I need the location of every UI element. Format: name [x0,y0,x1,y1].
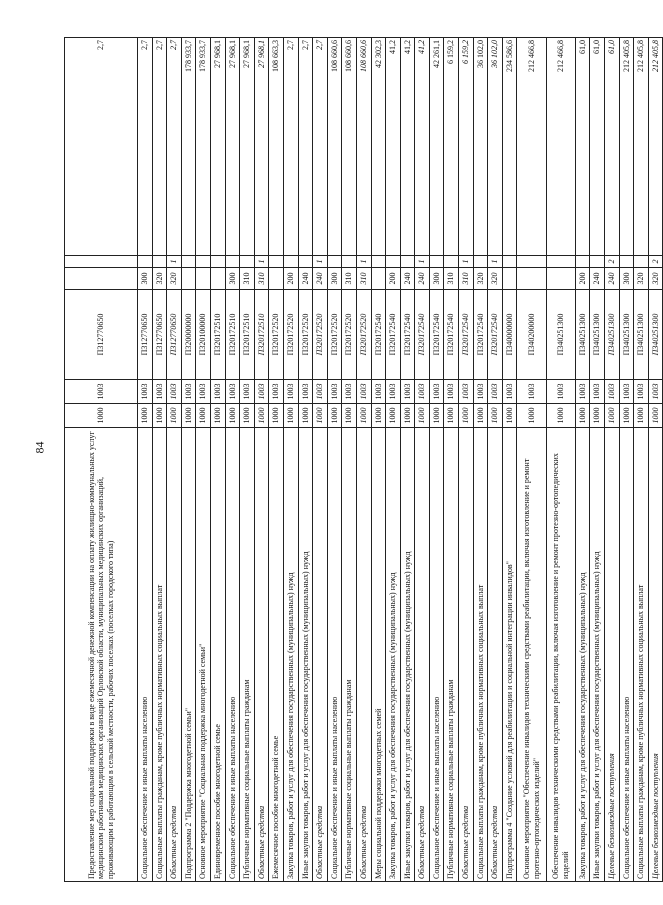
section-code-cell: 1000 [575,404,590,428]
table-row [313,38,328,882]
amount-cell: 212 405,8 [648,38,663,256]
amount-cell: 27 968,1 [240,38,255,256]
section-code-cell: 1000 [152,404,167,428]
amount-cell: 212 405,8 [619,38,634,256]
amount-cell: 42 261,1 [429,38,444,256]
table-row [415,38,430,882]
target-article-cell: П320100000 [196,290,211,380]
table-row [444,38,459,882]
target-article-cell: П340000000 [502,290,517,380]
page-number: 84 [32,441,47,454]
amount-cell: 41,2 [386,38,401,256]
subsection-code-cell: 1003 [488,380,503,404]
row-name-cell: Социальное обеспечение и иные выплаты населению [619,428,634,882]
table-row [619,38,634,882]
source-code-cell [342,256,357,268]
expense-type-cell [269,268,284,290]
subsection-code-cell: 1003 [575,380,590,404]
amount-cell: 61,0 [590,38,605,256]
amount-cell: 27 968,1 [254,38,269,256]
amount-cell: 6 159,2 [459,38,474,256]
section-code-cell: 1000 [473,404,488,428]
target-article-cell: П340251300 [590,290,605,380]
table-row [400,38,415,882]
subsection-code-cell: 1003 [371,380,386,404]
table-row [298,38,313,882]
table-row [167,38,182,882]
section-code-cell: 1000 [546,404,575,428]
section-code-cell: 1000 [459,404,474,428]
table-row [342,38,357,882]
expense-type-cell: 320 [473,268,488,290]
subsection-code-cell: 1003 [605,380,620,404]
table-row [65,38,138,882]
source-code-cell [502,256,517,268]
amount-cell: 2,7 [152,38,167,256]
table-row [371,38,386,882]
subsection-code-cell: 1003 [634,380,649,404]
table-row [181,38,196,882]
section-code-cell: 1000 [342,404,357,428]
expense-type-cell: 310 [356,268,371,290]
amount-cell: 108 660,6 [356,38,371,256]
row-name-cell: Ежемесячное пособие многодетной семье [269,428,284,882]
subsection-code-cell: 1003 [65,380,138,404]
expense-type-cell: 320 [634,268,649,290]
subsection-code-cell: 1003 [167,380,182,404]
source-code-cell [575,256,590,268]
subsection-code-cell: 1003 [546,380,575,404]
row-name-cell: Областные средства [254,428,269,882]
section-code-cell: 1000 [605,404,620,428]
amount-cell: 41,2 [415,38,430,256]
target-article-cell: П320172520 [313,290,328,380]
section-code-cell: 1000 [283,404,298,428]
amount-cell: 36 102,0 [488,38,503,256]
amount-cell: 234 586,6 [502,38,517,256]
table-row [517,38,546,882]
expense-type-cell: 200 [283,268,298,290]
subsection-code-cell: 1003 [502,380,517,404]
amount-cell: 108 660,6 [327,38,342,256]
row-name-cell: Предоставление мер социальной поддержки в виде ежемесячной денежной компенсации на оплату жилищно-коммунальных услуг медицинским работникам медицинских организаций Орловской области, муниципальных медицинских организаций, проживающим и работающим в сельской местности, рабочих поселках (поселках городского типа) [65,428,138,882]
source-code-cell: 1 [356,256,371,268]
source-code-cell [517,256,546,268]
section-code-cell: 1000 [371,404,386,428]
target-article-cell: П340251300 [605,290,620,380]
expense-type-cell: 240 [590,268,605,290]
source-code-cell: 1 [488,256,503,268]
subsection-code-cell: 1003 [313,380,328,404]
amount-cell: 2,7 [298,38,313,256]
row-name-cell: Областные средства [167,428,182,882]
row-name-cell: Закупка товаров, работ и услуг для обеспечения государственных (муниципальных) нужд [283,428,298,882]
source-code-cell [269,256,284,268]
section-code-cell: 1000 [254,404,269,428]
amount-cell: 178 933,7 [196,38,211,256]
expense-type-cell: 310 [342,268,357,290]
table-row [546,38,575,882]
expense-type-cell: 200 [386,268,401,290]
expense-type-cell: 310 [240,268,255,290]
subsection-code-cell: 1003 [240,380,255,404]
expense-type-cell: 300 [225,268,240,290]
expense-type-cell [65,268,138,290]
target-article-cell: П312770650 [167,290,182,380]
source-code-cell [429,256,444,268]
source-code-cell [386,256,401,268]
amount-cell: 6 159,2 [444,38,459,256]
source-code-cell: 2 [605,256,620,268]
table-row [283,38,298,882]
source-code-cell [634,256,649,268]
subsection-code-cell: 1003 [181,380,196,404]
row-name-cell: Областные средства [488,428,503,882]
expense-type-cell: 310 [254,268,269,290]
expense-type-cell: 320 [488,268,503,290]
target-article-cell: П340200000 [517,290,546,380]
source-code-cell [298,256,313,268]
target-article-cell: П312770650 [65,290,138,380]
amount-cell: 61,0 [575,38,590,256]
table-row [269,38,284,882]
table-row [634,38,649,882]
target-article-cell: П320172540 [429,290,444,380]
target-article-cell: П320172510 [225,290,240,380]
expense-type-cell [181,268,196,290]
expense-type-cell: 200 [575,268,590,290]
subsection-code-cell: 1003 [196,380,211,404]
row-name-cell: Социальные выплаты гражданам, кроме публичных нормативных социальных выплат [152,428,167,882]
section-code-cell: 1000 [502,404,517,428]
row-name-cell: Единовременное пособие многодетной семье [210,428,225,882]
row-name-cell: Социальное обеспечение и иные выплаты населению [429,428,444,882]
table-row [152,38,167,882]
expense-type-cell: 240 [605,268,620,290]
row-name-cell: Закупка товаров, работ и услуг для обеспечения государственных (муниципальных) нужд [575,428,590,882]
amount-cell: 212 466,8 [546,38,575,256]
section-code-cell: 1000 [327,404,342,428]
budget-table [64,37,663,882]
target-article-cell: П320172510 [210,290,225,380]
section-code-cell: 1000 [356,404,371,428]
table-row [648,38,663,882]
row-name-cell: Публичные нормативные социальные выплаты гражданам [342,428,357,882]
budget-table-body [65,38,663,882]
source-code-cell: 1 [254,256,269,268]
target-article-cell: П320172520 [298,290,313,380]
table-row [196,38,211,882]
source-code-cell: 1 [313,256,328,268]
row-name-cell: Целевые безвозмездные поступления [648,428,663,882]
expense-type-cell [196,268,211,290]
target-article-cell: П320172520 [356,290,371,380]
source-code-cell: 1 [459,256,474,268]
row-name-cell: Меры социальной поддержки многодетных семей [371,428,386,882]
expense-type-cell: 320 [648,268,663,290]
table-row [605,38,620,882]
table-row [356,38,371,882]
amount-cell: 61,0 [605,38,620,256]
source-code-cell [196,256,211,268]
amount-cell: 2,7 [138,38,153,256]
target-article-cell: П340251300 [575,290,590,380]
row-name-cell: Основное мероприятие "Обеспечение инвалидов техническими средствами реабилитации, включая изготовление и ремонт протезно-ортопедических изделий" [517,428,546,882]
expense-type-cell [546,268,575,290]
expense-type-cell: 240 [313,268,328,290]
target-article-cell: П312770650 [138,290,153,380]
amount-cell: 108 660,6 [342,38,357,256]
amount-cell: 27 968,1 [210,38,225,256]
source-code-cell [283,256,298,268]
expense-type-cell [517,268,546,290]
source-code-cell [210,256,225,268]
row-name-cell: Целевые безвозмездные поступления [605,428,620,882]
table-row [138,38,153,882]
table-row [429,38,444,882]
source-code-cell: 1 [167,256,182,268]
row-name-cell: Подпрограмма 4 "Создание условий для реабилитации и социальной интеграции инвалидов" [502,428,517,882]
section-code-cell: 1000 [444,404,459,428]
subsection-code-cell: 1003 [444,380,459,404]
target-article-cell: П320172520 [269,290,284,380]
source-code-cell [400,256,415,268]
section-code-cell: 1000 [181,404,196,428]
table-row [459,38,474,882]
target-article-cell: П320172510 [240,290,255,380]
section-code-cell: 1000 [313,404,328,428]
target-article-cell: П320172540 [371,290,386,380]
expense-type-cell: 320 [167,268,182,290]
section-code-cell: 1000 [634,404,649,428]
source-code-cell [619,256,634,268]
target-article-cell: П320172540 [488,290,503,380]
expense-type-cell: 310 [444,268,459,290]
section-code-cell: 1000 [386,404,401,428]
table-row [240,38,255,882]
source-code-cell [240,256,255,268]
expense-type-cell: 320 [152,268,167,290]
source-code-cell [138,256,153,268]
row-name-cell: Иные закупки товаров, работ и услуг для обеспечения государственных (муниципальных) нужд [590,428,605,882]
subsection-code-cell: 1003 [648,380,663,404]
source-code-cell [181,256,196,268]
source-code-cell [546,256,575,268]
amount-cell: 2,7 [283,38,298,256]
row-name-cell: Иные закупки товаров, работ и услуг для обеспечения государственных (муниципальных) нужд [298,428,313,882]
section-code-cell: 1000 [619,404,634,428]
row-name-cell: Закупка товаров, работ и услуг для обеспечения государственных (муниципальных) нужд [386,428,401,882]
subsection-code-cell: 1003 [210,380,225,404]
expense-type-cell: 300 [619,268,634,290]
row-name-cell: Публичные нормативные социальные выплаты гражданам [444,428,459,882]
target-article-cell: П340251300 [634,290,649,380]
table-row [488,38,503,882]
subsection-code-cell: 1003 [590,380,605,404]
row-name-cell: Областные средства [459,428,474,882]
amount-cell: 36 102,0 [473,38,488,256]
section-code-cell: 1000 [400,404,415,428]
row-name-cell: Социальное обеспечение и иные выплаты населению [138,428,153,882]
expense-type-cell [502,268,517,290]
expense-type-cell: 300 [327,268,342,290]
target-article-cell: П312770650 [152,290,167,380]
target-article-cell: П320172540 [459,290,474,380]
source-code-cell [444,256,459,268]
section-code-cell: 1000 [65,404,138,428]
source-code-cell: 1 [415,256,430,268]
row-name-cell: Социальное обеспечение и иные выплаты населению [225,428,240,882]
expense-type-cell: 310 [459,268,474,290]
amount-cell: 212 466,8 [517,38,546,256]
subsection-code-cell: 1003 [269,380,284,404]
target-article-cell: П340251300 [546,290,575,380]
subsection-code-cell: 1003 [283,380,298,404]
subsection-code-cell: 1003 [152,380,167,404]
subsection-code-cell: 1003 [400,380,415,404]
amount-cell: 2,7 [313,38,328,256]
source-code-cell [473,256,488,268]
source-code-cell [152,256,167,268]
source-code-cell [225,256,240,268]
table-row [473,38,488,882]
subsection-code-cell: 1003 [225,380,240,404]
expense-type-cell: 240 [400,268,415,290]
subsection-code-cell: 1003 [386,380,401,404]
amount-cell: 212 405,8 [634,38,649,256]
row-name-cell: Областные средства [415,428,430,882]
subsection-code-cell: 1003 [327,380,342,404]
table-row [254,38,269,882]
section-code-cell: 1000 [269,404,284,428]
expense-type-cell: 300 [138,268,153,290]
row-name-cell: Социальные выплаты гражданам, кроме публичных нормативных социальных выплат [634,428,649,882]
amount-cell: 42 302,3 [371,38,386,256]
subsection-code-cell: 1003 [473,380,488,404]
amount-cell: 2,7 [65,38,138,256]
section-code-cell: 1000 [225,404,240,428]
target-article-cell: П340251300 [648,290,663,380]
subsection-code-cell: 1003 [138,380,153,404]
table-row [225,38,240,882]
section-code-cell: 1000 [429,404,444,428]
row-name-cell: Социальное обеспечение и иные выплаты населению [327,428,342,882]
expense-type-cell: 240 [298,268,313,290]
section-code-cell: 1000 [138,404,153,428]
row-name-cell: Основное мероприятие "Социальная поддержка многодетной семьи" [196,428,211,882]
subsection-code-cell: 1003 [254,380,269,404]
section-code-cell: 1000 [488,404,503,428]
subsection-code-cell: 1003 [342,380,357,404]
target-article-cell: П320172520 [342,290,357,380]
source-code-cell [327,256,342,268]
amount-cell: 2,7 [167,38,182,256]
target-article-cell: П320172540 [415,290,430,380]
section-code-cell: 1000 [210,404,225,428]
row-name-cell: Иные закупки товаров, работ и услуг для обеспечения государственных (муниципальных) нужд [400,428,415,882]
row-name-cell: Социальные выплаты гражданам, кроме публичных нормативных социальных выплат [473,428,488,882]
target-article-cell: П320000000 [181,290,196,380]
row-name-cell: Областные средства [356,428,371,882]
row-name-cell: Обеспечение инвалидов техническими средствами реабилитации, включая изготовление и ремонт протезно-ортопедических изделий [546,428,575,882]
subsection-code-cell: 1003 [429,380,444,404]
row-name-cell: Областные средства [313,428,328,882]
expense-type-cell: 240 [415,268,430,290]
source-code-cell [590,256,605,268]
row-name-cell: Подпрограмма 2 "Поддержка многодетной семьи" [181,428,196,882]
target-article-cell: П320172540 [386,290,401,380]
section-code-cell: 1000 [415,404,430,428]
table-row [502,38,517,882]
target-article-cell: П320172540 [444,290,459,380]
subsection-code-cell: 1003 [619,380,634,404]
section-code-cell: 1000 [298,404,313,428]
subsection-code-cell: 1003 [298,380,313,404]
source-code-cell [371,256,386,268]
section-code-cell: 1000 [590,404,605,428]
amount-cell: 27 968,1 [225,38,240,256]
expense-type-cell: 300 [429,268,444,290]
row-name-cell: Публичные нормативные социальные выплаты гражданам [240,428,255,882]
table-row [327,38,342,882]
target-article-cell: П320172540 [400,290,415,380]
section-code-cell: 1000 [196,404,211,428]
budget-table-container [64,38,660,882]
subsection-code-cell: 1003 [459,380,474,404]
target-article-cell: П320172510 [254,290,269,380]
source-code-cell: 2 [648,256,663,268]
target-article-cell: П320172520 [283,290,298,380]
subsection-code-cell: 1003 [517,380,546,404]
table-row [590,38,605,882]
table-row [575,38,590,882]
source-code-cell [65,256,138,268]
section-code-cell: 1000 [648,404,663,428]
table-row [210,38,225,882]
amount-cell: 108 663,3 [269,38,284,256]
amount-cell: 178 933,7 [181,38,196,256]
subsection-code-cell: 1003 [415,380,430,404]
subsection-code-cell: 1003 [356,380,371,404]
amount-cell: 41,2 [400,38,415,256]
section-code-cell: 1000 [167,404,182,428]
target-article-cell: П340251300 [619,290,634,380]
section-code-cell: 1000 [517,404,546,428]
section-code-cell: 1000 [240,404,255,428]
table-row [386,38,401,882]
target-article-cell: П320172540 [473,290,488,380]
expense-type-cell [210,268,225,290]
target-article-cell: П320172520 [327,290,342,380]
expense-type-cell [371,268,386,290]
